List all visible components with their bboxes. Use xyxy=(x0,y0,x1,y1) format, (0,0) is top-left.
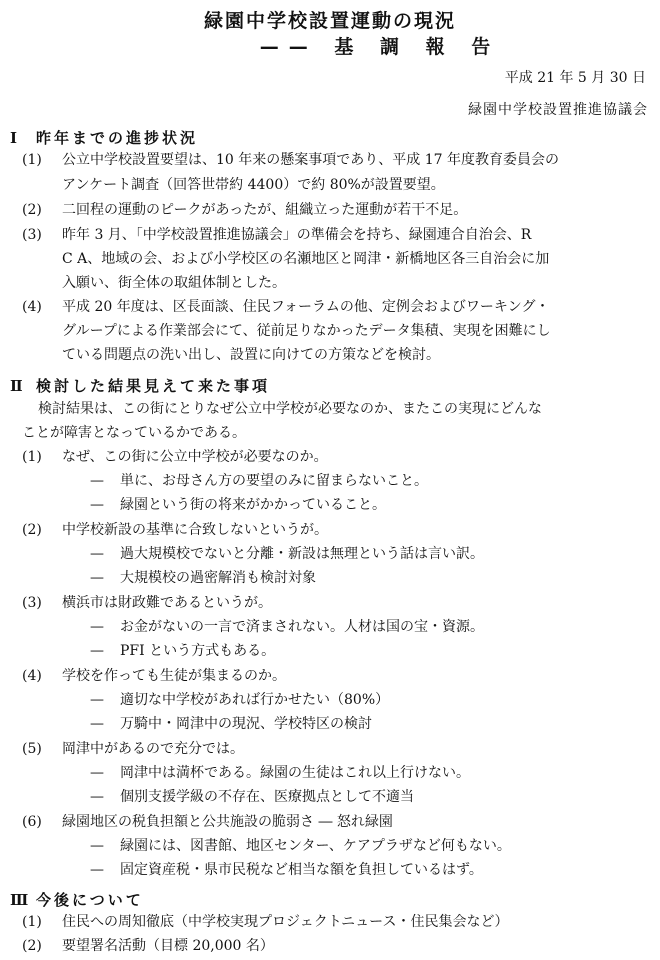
item-number: (5) xyxy=(22,741,42,757)
dash: — xyxy=(90,838,104,854)
section-title: 検討した結果見えて来た事項 xyxy=(36,377,271,395)
item-number: (1) xyxy=(22,449,42,465)
item-number: (4) xyxy=(22,299,42,315)
list-item xyxy=(22,594,272,612)
dash: — xyxy=(90,546,104,562)
item-text: 学校を作っても生徒が集まるのか。 xyxy=(62,668,286,684)
sub-point: — 単に、お母さん方の要望のみに留まらないこと。 xyxy=(90,473,428,489)
item-continuation: グループによる作業部会にて、従前足りなかったデータ集積、実現を困難にし xyxy=(62,323,551,339)
section-intro: 検討結果は、この街にとりなぜ公立中学校が必要なのか、またこの実現にどんな xyxy=(38,401,542,417)
section-number: Ⅰ xyxy=(10,129,18,147)
document-title: 緑園中学校設置運動の現況 xyxy=(203,10,456,32)
dash: — xyxy=(90,692,104,708)
list-item xyxy=(22,201,467,219)
item-text: 緑園地区の税負担額と公共施設の脆弱さ ― 怒れ緑園 xyxy=(62,814,393,830)
sub-point: — 個別支援学級の不存在、医療拠点として不適当 xyxy=(90,789,414,805)
dash: — xyxy=(90,497,104,513)
item-number: (1) xyxy=(22,914,42,930)
list-item xyxy=(22,813,393,831)
item-text: 昨年 3 月、「中学校設置推進協議会」の準備会を持ち、緑園連合自治会、R xyxy=(62,227,532,243)
section-intro-continuation: ことが障害となっているかである。 xyxy=(22,425,246,441)
list-item xyxy=(22,937,274,955)
list-item xyxy=(22,913,508,931)
list-item xyxy=(22,448,328,466)
item-text: 中学校新設の基準に合致しないというが。 xyxy=(62,522,328,538)
sub-point: — 過大規模校でないと分離・新設は無理という話は言い訳。 xyxy=(90,546,484,562)
sub-point: — 大規模校の過密解消も検討対象 xyxy=(90,570,316,586)
dash: — xyxy=(90,765,104,781)
item-text: なぜ、この街に公立中学校が必要なのか。 xyxy=(62,449,328,465)
item-continuation: 入願い、街全体の取組体制とした。 xyxy=(62,275,286,291)
document-subtitle: —— 基 調 報 告 xyxy=(259,36,501,58)
item-number: (6) xyxy=(22,814,42,830)
section-number: Ⅲ xyxy=(10,891,29,909)
sub-point: — PFI という方式もある。 xyxy=(90,643,276,659)
sub-point: — 岡津中は満杯である。緑園の生徒はこれ以上行けない。 xyxy=(90,765,470,781)
document-organization: 緑園中学校設置推進協議会 xyxy=(468,102,648,118)
item-number: (2) xyxy=(22,202,42,218)
dash: — xyxy=(90,473,104,489)
sub-point: — お金がないの一言で済まされない。人材は国の宝・資源。 xyxy=(90,619,484,635)
item-continuation: ている問題点の洗い出し、設置に向けての方策などを検討。 xyxy=(62,347,440,363)
item-text: 要望署名活動（目標 20,000 名） xyxy=(62,938,274,954)
document-date: 平成 21 年 5 月 30 日 xyxy=(504,70,646,86)
sub-point: — 適切な中学校があれば行かせたい（80%） xyxy=(90,692,390,708)
list-item xyxy=(22,521,328,539)
section-1-heading xyxy=(10,127,198,148)
dash: — xyxy=(90,643,104,659)
dash: — xyxy=(90,862,104,878)
sub-point: — 万騎中・岡津中の現況、学校特区の検討 xyxy=(90,716,372,732)
dash: — xyxy=(90,789,104,805)
item-number: (2) xyxy=(22,522,42,538)
sub-point: — 緑園という街の将来がかかっていること。 xyxy=(90,497,386,513)
list-item xyxy=(22,667,286,685)
item-number: (1) xyxy=(22,152,42,168)
item-continuation: アンケート調査（回答世帯約 4400）で約 80%が設置要望。 xyxy=(62,177,445,193)
item-text: 横浜市は財政難であるというが。 xyxy=(62,595,272,611)
section-number: Ⅱ xyxy=(10,377,23,395)
item-number: (4) xyxy=(22,668,42,684)
item-number: (2) xyxy=(22,938,42,954)
dash: — xyxy=(90,619,104,635)
item-number: (3) xyxy=(22,227,42,243)
item-text: 二回程の運動のピークがあったが、組織立った運動が若干不足。 xyxy=(62,202,468,218)
section-2-heading xyxy=(10,375,270,396)
item-text: 公立中学校設置要望は、10 年来の懸案事項であり、平成 17 年度教育委員会の xyxy=(62,152,559,168)
item-text: 岡津中があるので充分では。 xyxy=(62,741,244,757)
item-text: 平成 20 年度は、区長面談、住民フォーラムの他、定例会およびワーキング・ xyxy=(62,299,550,315)
dash: — xyxy=(90,570,104,586)
section-3-heading xyxy=(10,889,144,910)
list-item xyxy=(22,226,531,244)
sub-point: — 固定資産税・県市民税など相当な額を負担しているはず。 xyxy=(90,862,483,878)
sub-point: — 緑園には、図書館、地区センター、ケアプラザなど何もない。 xyxy=(90,838,511,854)
list-item xyxy=(22,298,549,316)
list-item xyxy=(22,151,559,169)
section-title: 今後について xyxy=(36,891,144,909)
item-text: 住民への周知徹底（中学校実現プロジェクトニュース・住民集会など） xyxy=(62,914,509,930)
section-title: 昨年までの進捗状況 xyxy=(36,129,199,147)
item-number: (3) xyxy=(22,595,42,611)
dash: — xyxy=(90,716,104,732)
item-continuation: C A、地域の会、および小学校区の名瀬地区と岡津・新橋地区各三自治会に加 xyxy=(62,251,550,267)
list-item xyxy=(22,740,244,758)
